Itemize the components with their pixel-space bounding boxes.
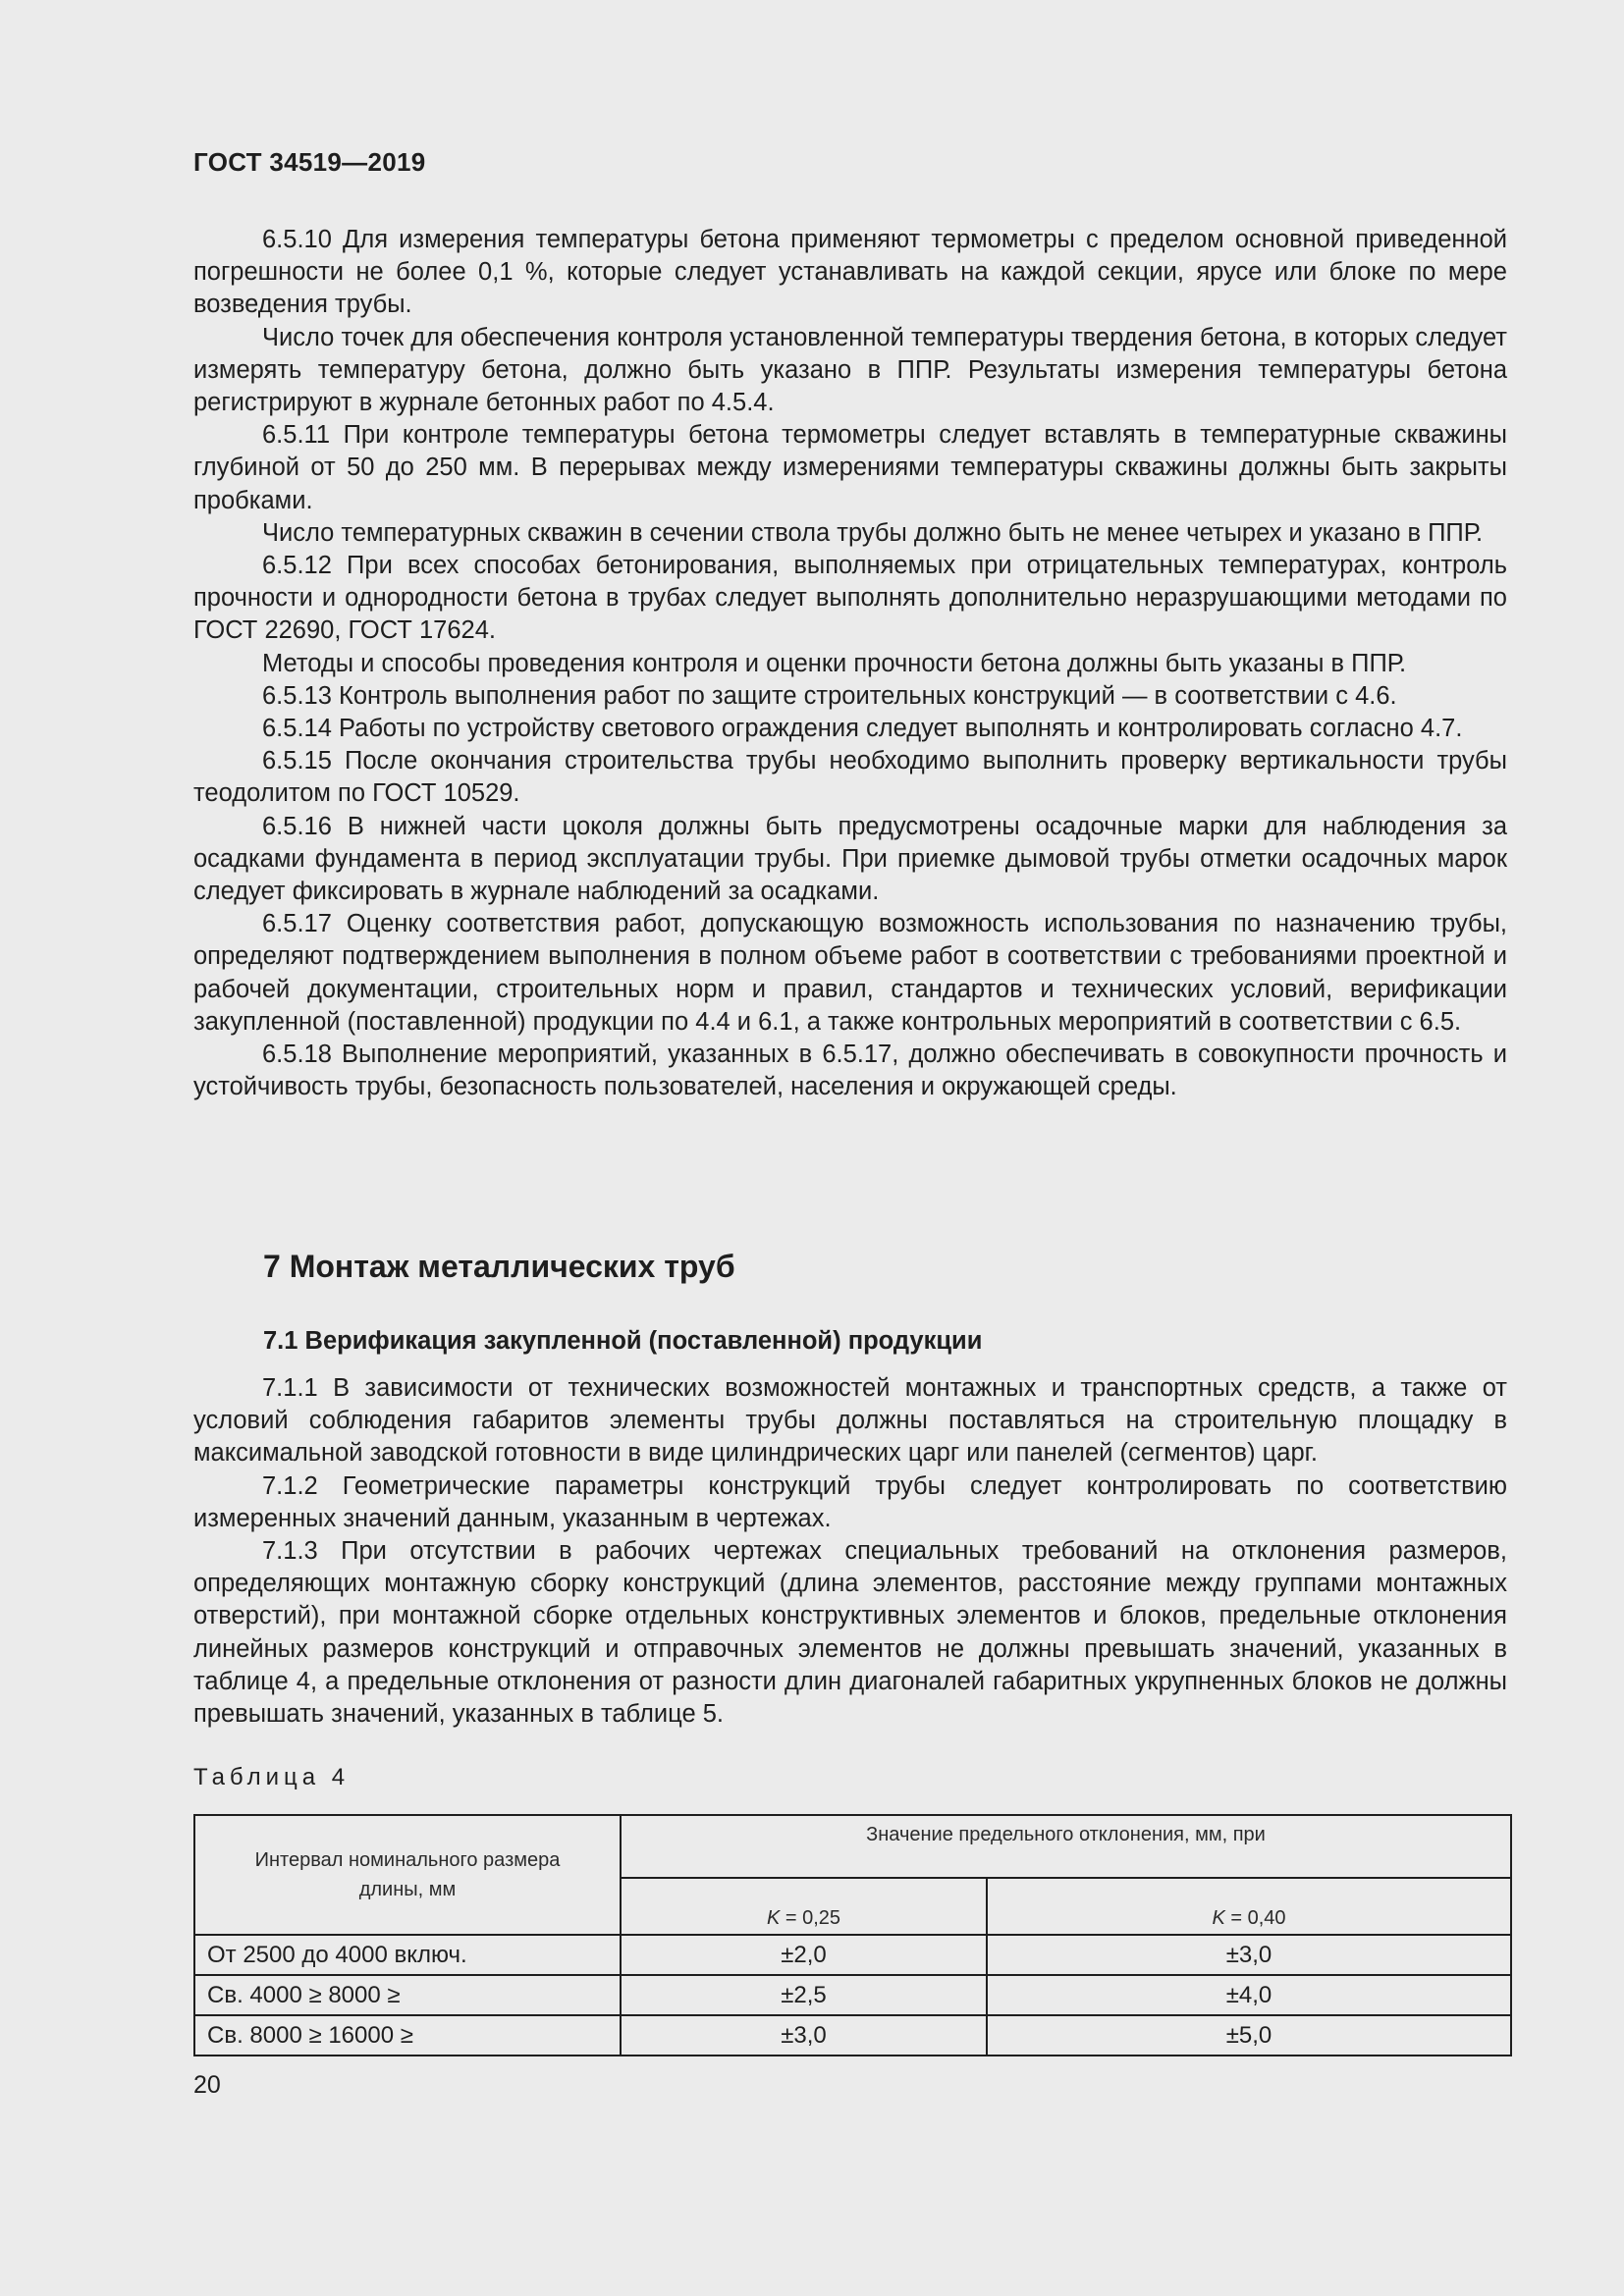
cell-k-025: ±2,0 <box>621 1935 987 1975</box>
paragraph-7-1-1: 7.1.1 В зависимости от технических возможностей монтажных и транспортных средств, а также от условий соблюдения габаритов элементы трубы должны поставляться на строительную площадку в максимальной заводской готовности в виде цилиндрических царг или панелей (сегментов) царг. <box>193 1374 1507 1468</box>
header-interval: Интервал номинального размера длины, мм <box>194 1815 621 1935</box>
page-number: 20 <box>193 2071 221 2099</box>
table-row <box>194 2015 1511 2056</box>
table-caption: Таблица 4 <box>193 1764 351 1790</box>
page-header: ГОСТ 34519—2019 <box>193 147 426 177</box>
paragraph-measurement-points: Число точек для обеспечения контроля установленной температуры твердения бетона, в которых следует измерять температуру бетона, должно быть указано в ППР. Результаты измерения температуры бетона регистрируют в журнале бетонных работ по 4.5.4. <box>193 323 1507 417</box>
table-row <box>194 1975 1511 2015</box>
cell-interval: От 2500 до 4000 включ. <box>194 1935 621 1975</box>
paragraph-borehole-count: Число температурных скважин в сечении ствола трубы должно быть не менее четырех и указано в ППР. <box>262 518 1484 547</box>
table-header-row <box>194 1815 1511 1878</box>
cell-k-025: ±3,0 <box>621 2015 987 2056</box>
header-deviation-group: Значение предельного отклонения, мм, при <box>621 1815 1511 1878</box>
paragraph-control-methods: Методы и способы проведения контроля и оценки прочности бетона должны быть указаны в ППР. <box>262 649 1407 677</box>
cell-k-025: ±2,5 <box>621 1975 987 2015</box>
paragraph-6-5-15: 6.5.15 После окончания строительства трубы необходимо выполнить проверку вертикальности трубы теодолитом по ГОСТ 10529. <box>193 747 1507 808</box>
k-value: = 0,40 <box>1224 1907 1286 1929</box>
paragraph-6-5-13: 6.5.13 Контроль выполнения работ по защите строительных конструкций — в соответствии с 4.6. <box>262 681 1397 710</box>
paragraph-7-1-2: 7.1.2 Геометрические параметры конструкций трубы следует контролировать по соответствию измеренных значений данным, указанным в чертежах. <box>193 1471 1507 1532</box>
k-symbol: K <box>766 1907 781 1929</box>
cell-k-040: ±4,0 <box>987 1975 1511 2015</box>
paragraph-6-5-10: 6.5.10 Для измерения температуры бетона применяют термометры с пределом основной приведенной погрешности не более 0,1 %, которые следует устанавливать на каждой секции, ярусе или блоке по мере возведения трубы. <box>193 226 1507 319</box>
paragraph-7-1-3: 7.1.3 При отсутствии в рабочих чертежах специальных требований на отклонения размеров, определяющих монтажную сборку конструкций (длина элементов, расстояние между группами монтажных отверстий), при монтажной сборке отдельных конструктивных элементов и блоков, предельные отклонения линейных размеров конструкций и отправочных элементов не должны превышать значений, указанных в таблице 4, а предельные отклонения от разности длин диагоналей габаритных укрупненных блоков не должны превышать значений, указанных в таблице 5. <box>193 1537 1507 1729</box>
paragraph-6-5-17: 6.5.17 Оценку соответствия работ, допускающую возможность использования по назначению трубы, определяют подтверждением выполнения в полном объеме работ в соответствии с требованиями проектной и рабочей документации, строительных норм и правил, стандартов и технических условий, верификации закупленной (поставленной) продукции по 4.4 и 6.1, а также контрольных мероприятий в соответствии с 6.5. <box>193 910 1507 1036</box>
cell-k-040: ±3,0 <box>987 1935 1511 1975</box>
paragraph-6-5-16: 6.5.16 В нижней части цоколя должны быть предусмотрены осадочные марки для наблюдения за осадками фундамента в период эксплуатации трубы. При приемке дымовой трубы отметки осадочных марок следует фиксировать в журнале наблюдений за осадками. <box>193 812 1507 906</box>
cell-interval: Св. 4000 ≥ 8000 ≥ <box>194 1975 621 2015</box>
subsection-7-1-heading: 7.1 Верификация закупленной (поставленной) продукции <box>263 1327 983 1355</box>
cell-interval: Св. 8000 ≥ 16000 ≥ <box>194 2015 621 2056</box>
deviation-table <box>193 1814 1512 2056</box>
header-k-040 <box>987 1878 1511 1935</box>
k-value: = 0,25 <box>780 1907 841 1929</box>
paragraph-6-5-12: 6.5.12 При всех способах бетонирования, выполняемых при отрицательных температурах, контроль прочности и однородности бетона в трубах следует выполнять дополнительно неразрушающими методами по ГОСТ 22690, ГОСТ 17624. <box>193 552 1507 645</box>
cell-k-040: ±5,0 <box>987 2015 1511 2056</box>
k-symbol: K <box>1212 1907 1225 1929</box>
header-k-025 <box>621 1878 987 1935</box>
paragraph-6-5-18: 6.5.18 Выполнение мероприятий, указанных в 6.5.17, должно обеспечивать в совокупности прочность и устойчивость трубы, безопасность пользователей, населения и окружающей среды. <box>193 1041 1507 1101</box>
paragraph-6-5-14: 6.5.14 Работы по устройству светового ограждения следует выполнять и контролировать согласно 4.7. <box>262 715 1463 743</box>
section-6-body <box>193 224 1507 1103</box>
table-row <box>194 1935 1511 1975</box>
section-7-heading: 7 Монтаж металлических труб <box>263 1249 735 1284</box>
section-7-body <box>193 1372 1507 1731</box>
paragraph-6-5-11: 6.5.11 При контроле температуры бетона термометры следует вставлять в температурные скважины глубиной от 50 до 250 мм. В перерывах между измерениями температуры скважины должны быть закрыты пробками. <box>193 421 1507 514</box>
